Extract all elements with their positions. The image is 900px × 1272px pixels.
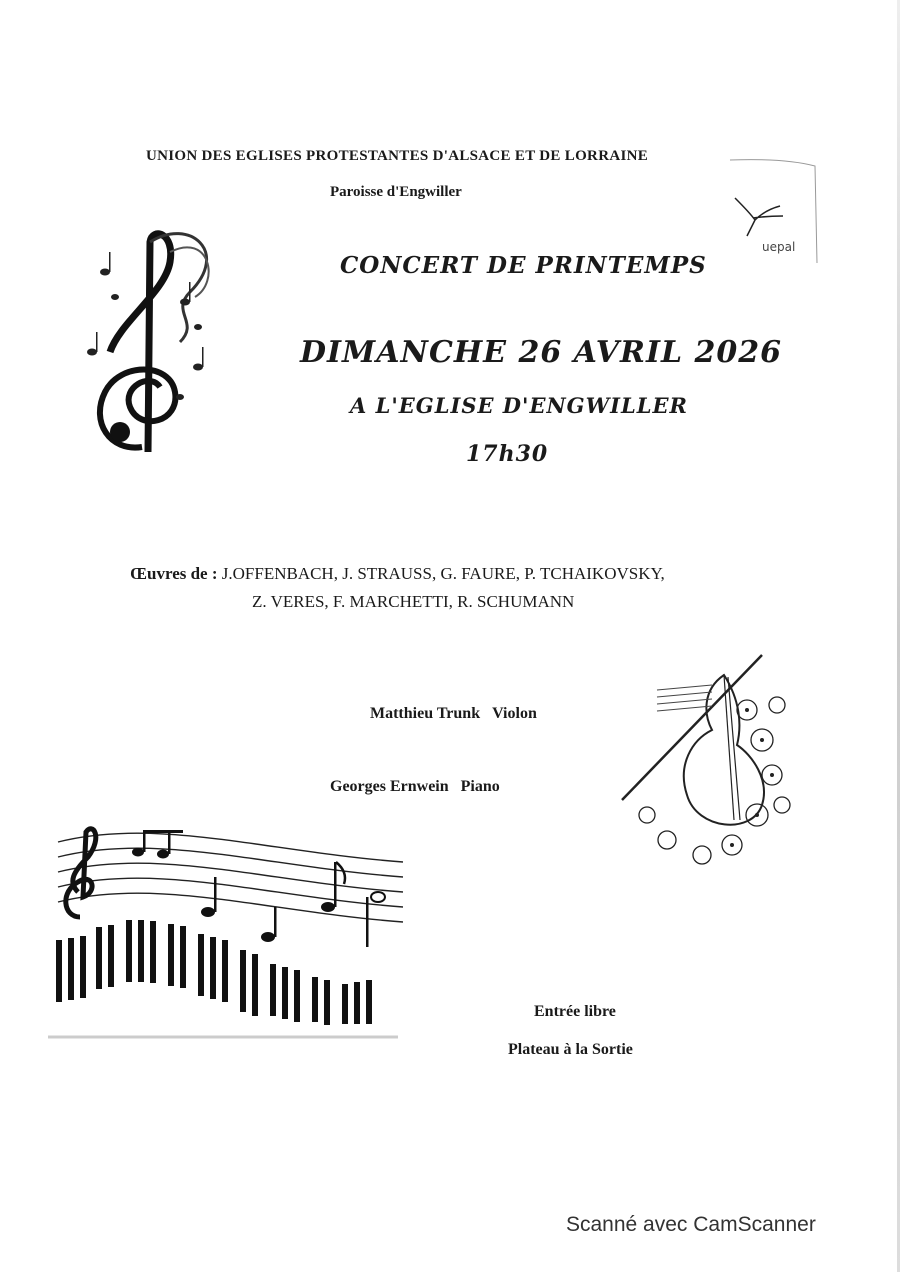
scanner-watermark: Scanné avec CamScanner <box>566 1213 816 1236</box>
performer-2-instrument: Piano <box>460 778 500 795</box>
treble-clef-illustration <box>80 222 220 462</box>
event-date: DIMANCHE 26 AVRIL 2026 <box>300 335 783 370</box>
entry-info: Entrée libre <box>534 1003 616 1020</box>
organization-name: UNION DES EGLISES PROTESTANTES D'ALSACE ET DE LORRAINE <box>146 148 649 164</box>
performer-1-instrument: Violon <box>492 705 537 722</box>
performer-2 <box>330 778 500 796</box>
parish-name: Paroisse d'Engwiller <box>330 184 462 200</box>
performer-1 <box>370 705 537 723</box>
event-time: 17h30 <box>466 441 549 467</box>
performer-2-name: Georges Ernwein <box>330 778 449 795</box>
performer-1-name: Matthieu Trunk <box>370 705 481 722</box>
violin-flowers-illustration <box>612 645 797 885</box>
program-label: Œuvres de : <box>130 564 218 583</box>
program-composers-line-1: J.OFFENBACH, J. STRAUSS, G. FAURE, P. TCHAIKOVSKY, <box>221 564 665 583</box>
event-title: CONCERT DE PRINTEMPS <box>340 252 707 279</box>
program-line-1 <box>130 564 665 584</box>
uepal-logo-text: uepal <box>762 240 796 254</box>
event-venue: A L'EGLISE D'ENGWILLER <box>350 393 688 418</box>
piano-staff-illustration <box>48 822 408 1044</box>
program-composers-line-2: Z. VERES, F. MARCHETTI, R. SCHUMANN <box>252 592 575 611</box>
collection-info: Plateau à la Sortie <box>508 1041 633 1058</box>
